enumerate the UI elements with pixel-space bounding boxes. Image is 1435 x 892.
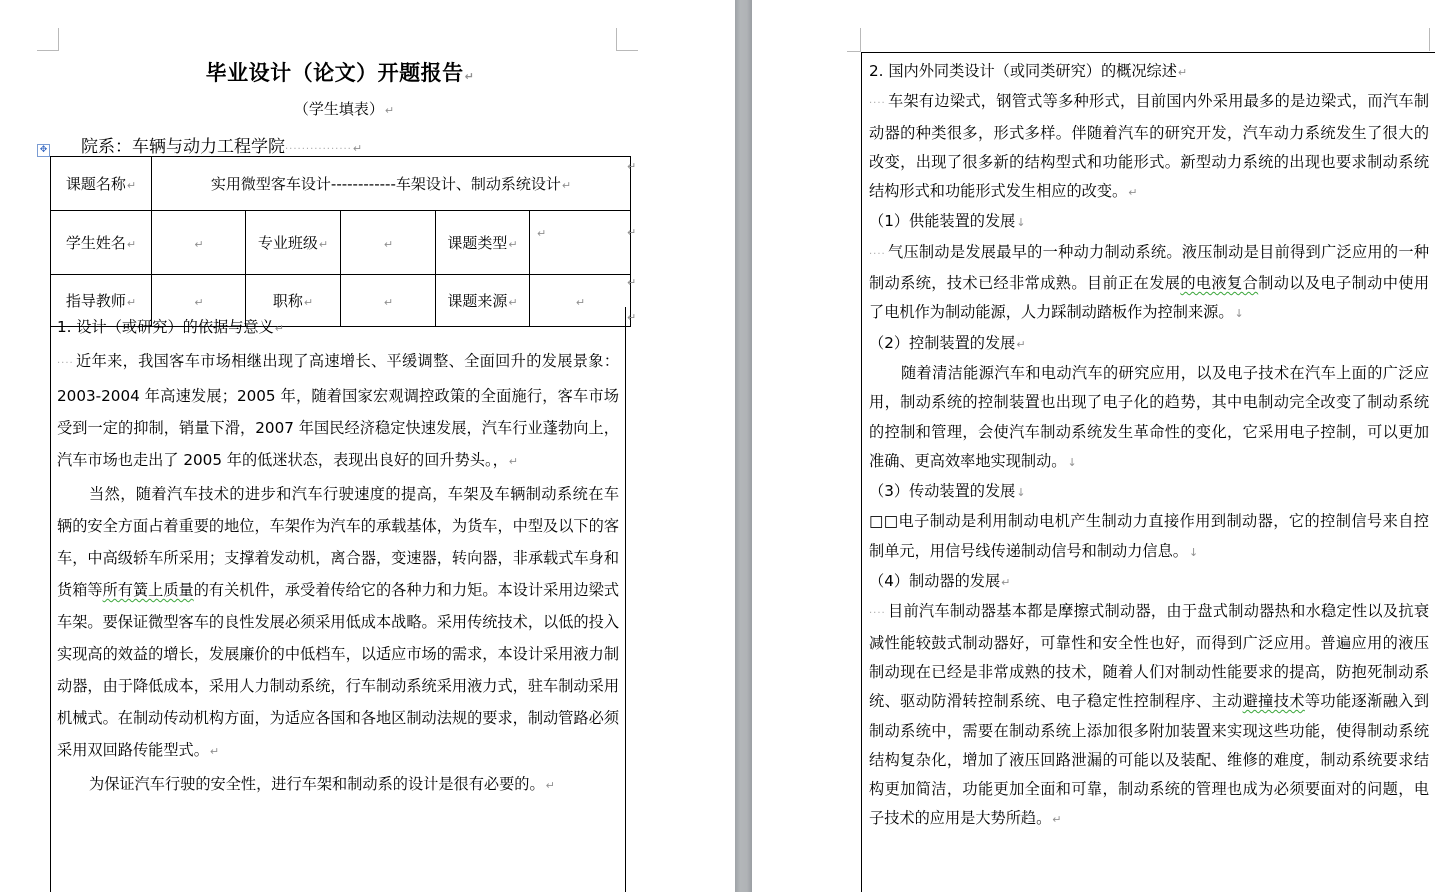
subheading-4: （4）制动器的发展↵ [869, 572, 1011, 591]
section2-paragraph: ···· 车架有边梁式，钢管式等多种形式，目前国内外采用最多的是边梁式，而汽车制动器的种类很多，形式多样。伴随着汽车的研究开发，汽车动力系统发生了很大的改变，出现了很多新的结构型式和功能形式。新型动力系统的出现也要求制动系统结构形式和功能形式发生相应的改变。↵ [869, 92, 1429, 201]
section1-heading: 1. 设计（或研究）的依据与意义↵ [57, 318, 284, 336]
crop-mark-top-left-h [37, 50, 59, 51]
table-cell-label[interactable]: 课题名称↵ [51, 157, 152, 211]
table-cell-topic[interactable]: 实用微型客车设计------------车架设计、制动系统设计↵ [152, 157, 631, 211]
section2-paragraph: ···· 目前汽车制动器基本都是摩擦式制动器，由于盘式制动器热和水稳定性以及抗衰减性能较鼓式制动器好，可靠性和安全性也好，而得到广泛应用。普遍应用的液压制动现在已经是非常成熟的技术，随着人们对制动性能要求的提高，防抱死制动系统、驱动防滑转控制系统、电子稳定性控制程序、主动避撞技术等功能逐渐融入到制动系统中，需要在制动系统上添加很多附加装置来实现这些功能，使得制动系统结构复杂化，增加了液压回路泄漏的可能以及装配、维修的难度，制动系统要求结构更加简洁，功能更加全面和可靠，制动系统的管理也成为必须要面对的问题，电子技术的应用是大势所趋。↵ [869, 602, 1430, 828]
table-cell-title[interactable]: ↵ [341, 275, 436, 327]
section2-paragraph: ···· 气压制动是发展最早的一种动力制动系统。液压制动是目前得到广泛应用的一种制动系统，技术已经非常成熟。目前正在发展的电液复合制动以及电子制动中使用了电机作为制动能源，人力踩制动踏板作为控制来源。↓ [869, 242, 1430, 322]
grammar-flag[interactable]: 的电液复合 [1180, 274, 1259, 293]
document-subtitle: （学生填表）↵ [293, 100, 395, 118]
crop-mark-top-left-v [58, 28, 59, 50]
grammar-flag[interactable]: 避撞技术 [1242, 692, 1305, 711]
table-cell-advisor[interactable]: ↵ [152, 275, 246, 327]
document-page-right[interactable] [752, 0, 1435, 892]
crop-mark-top-right-v [1429, 28, 1430, 51]
row-end-mark: ↵ [627, 311, 637, 324]
section2-heading: 2. 国内外同类设计（或同类研究）的概况综述↵ [869, 62, 1188, 80]
section1-text[interactable] [57, 315, 619, 802]
table-cell-topic-source[interactable]: ↵ [530, 275, 631, 327]
row-end-mark: ↵ [627, 160, 637, 173]
section2-paragraph: □□电子制动是利用制动电机产生制动力直接作用到制动器，它的控制信号来自控制单元，用信号线传递制动信号和制动力信息。↓ [869, 512, 1429, 560]
info-table [50, 156, 631, 327]
table-cell-label[interactable]: 学生姓名↵ [51, 211, 152, 275]
table-cell-label[interactable]: 职称↵ [246, 275, 341, 327]
table-cell-topic-type[interactable]: ↵ [530, 211, 631, 275]
row-end-mark: ↵ [627, 226, 637, 239]
table-row [51, 211, 631, 275]
table-cell-label[interactable]: 课题类型↵ [436, 211, 530, 275]
crop-mark-top-right-h [616, 50, 638, 51]
table-cell-label[interactable]: 课题来源↵ [436, 275, 530, 327]
crop-mark-top-right-v [616, 28, 617, 50]
crop-mark-top-left-v [860, 28, 861, 51]
grammar-flag[interactable]: 所有簧上质量 [102, 581, 194, 599]
row-end-mark: ↵ [627, 276, 637, 289]
department-value: 车辆与动力工程学院 [132, 137, 285, 157]
table-cell-class[interactable]: ↵ [341, 211, 436, 275]
section2-text[interactable] [869, 57, 1429, 835]
table-move-handle-icon[interactable]: ✥ [37, 144, 50, 157]
department-line: 院系：车辆与动力工程学院················↵ [81, 137, 363, 157]
table-cell-label[interactable]: 指导教师↵ [51, 275, 152, 327]
table-cell-student-name[interactable]: ↵ [152, 211, 246, 275]
section1-paragraph: ···· 近年来，我国客车市场相继出现了高速增长、平缓调整、全面回升的发展景象：2003-2004 年高速发展；2005 年，随着国家宏观调控政策的全面施行，客车市场受到一定的抑制，销量下滑，2007 年国民经济稳定快速发展，汽车行业蓬勃向上，汽车市场也走出了 2005 年的低迷状态，表现出良好的回升势头。，↵ [57, 352, 619, 469]
page-gutter [735, 0, 752, 892]
section2-paragraph: 随着清洁能源汽车和电动汽车的研究应用，以及电子技术在汽车上面的广泛应用，制动系统的控制装置也出现了电子化的趋势，其中电制动完全改变了制动系统的控制和管理，会使汽车制动系统发生革命性的变化，它采用电子控制，可以更加准确、更高效率地实现制动。↓ [869, 363, 1429, 470]
subheading-2: （2）控制装置的发展↵ [869, 333, 1026, 352]
crop-mark-top-left-h [847, 51, 861, 52]
table-row [51, 157, 631, 211]
table-cell-label[interactable]: 专业班级↵ [246, 211, 341, 275]
subheading-1: （1）供能装置的发展↓ [869, 212, 1026, 231]
section1-paragraph: 为保证汽车行驶的安全性，进行车架和制动系的设计是很有必要的。↵ [89, 775, 555, 793]
section1-paragraph: 当然，随着汽车技术的进步和汽车行驶速度的提高，车架及车辆制动系统在车辆的安全方面占着重要的地位，车架作为汽车的承载基体，为货车，中型及以下的客车，中高级轿车所采用；支撑着发动机，离合器，变速器，转向器，非承载式车身和货箱等所有簧上质量的有关机件，承受着传给它的各种力和力矩。本设计采用边梁式车架。要保证微型客车的良性发展必须采用低成本战略。采用传统技术，以低的投入实现高的效益的增长，发展廉价的中低档车，以适应市场的需求，本设计采用液力制动器，由于降低成本，采用人力制动系统，行车制动系统采用液力式，驻车制动采用机械式。在制动传动机构方面，为适应各国和各地区制动法规的要求，制动管路必须采用双回路传能型式。↵ [57, 485, 620, 759]
department-label: 院系： [81, 137, 132, 157]
document-title: 毕业设计（论文）开题报告↵ [205, 61, 475, 85]
subheading-3: （3）传动装置的发展↓ [869, 482, 1026, 501]
